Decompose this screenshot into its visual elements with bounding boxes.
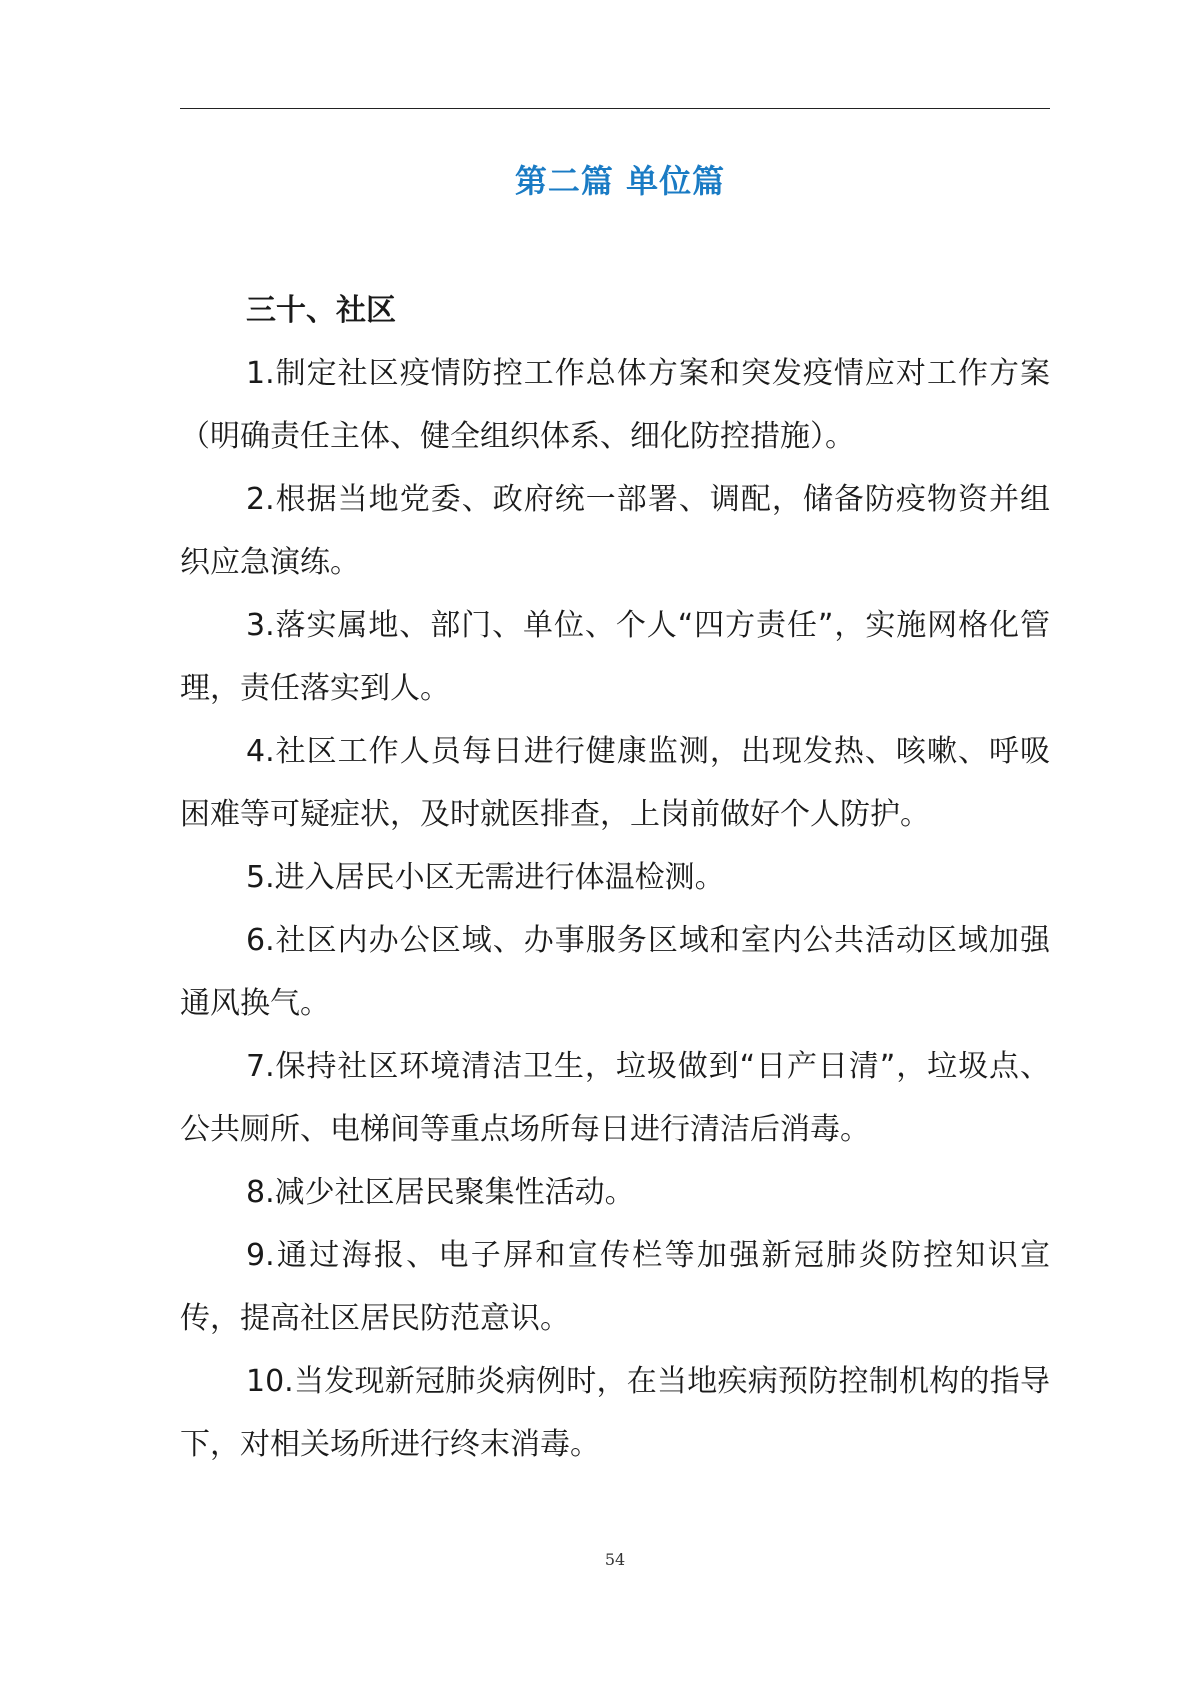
list-item: 10.当发现新冠肺炎病例时，在当地疾病预防控制机构的指导下，对相关场所进行终末消毒。 [180, 1364, 1050, 1462]
list-item: 3.落实属地、部门、单位、个人“四方责任”，实施网格化管理，责任落实到人。 [180, 608, 1050, 706]
list-item: 1.制定社区疫情防控工作总体方案和突发疫情应对工作方案（明确责任主体、健全组织体系、细化防控措施）。 [180, 356, 1050, 454]
part-title: 第二篇 单位篇 [514, 162, 726, 200]
list-item: 8.减少社区居民聚集性活动。 [246, 1175, 635, 1210]
list-item: 5.进入居民小区无需进行体温检测。 [246, 860, 725, 895]
list-item: 7.保持社区环境清洁卫生，垃圾做到“日产日清”，垃圾点、公共厕所、电梯间等重点场所每日进行清洁后消毒。 [180, 1049, 1050, 1147]
header-rule [180, 108, 1050, 109]
list-item: 9.通过海报、电子屏和宣传栏等加强新冠肺炎防控知识宣传，提高社区居民防范意识。 [180, 1238, 1050, 1336]
section-body [180, 280, 1050, 1476]
list-item: 2.根据当地党委、政府统一部署、调配，储备防疫物资并组织应急演练。 [180, 482, 1050, 580]
page-number: 54 [604, 1550, 626, 1569]
list-item: 4.社区工作人员每日进行健康监测，出现发热、咳嗽、呼吸困难等可疑症状，及时就医排查，上岗前做好个人防护。 [180, 734, 1050, 832]
section-heading: 三十、社区 [246, 293, 396, 328]
list-item: 6.社区内办公区域、办事服务区域和室内公共活动区域加强通风换气。 [180, 923, 1050, 1021]
